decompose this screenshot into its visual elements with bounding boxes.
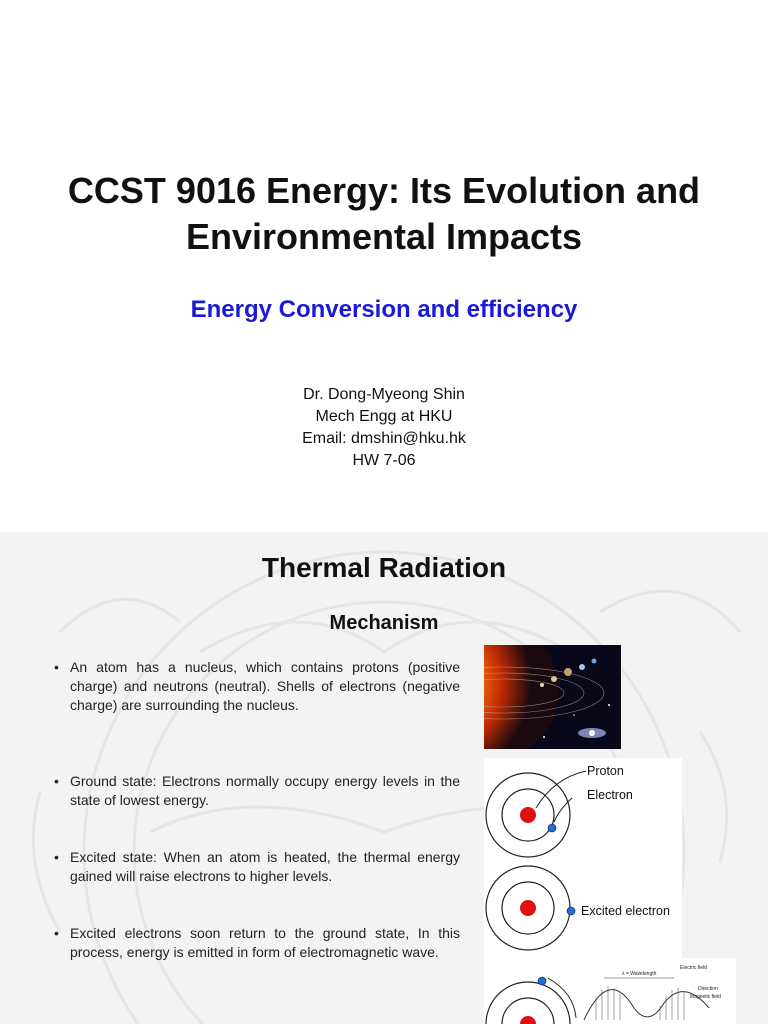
slide-subtitle: Mechanism <box>329 612 439 634</box>
electric-field-label: Electric field <box>680 965 707 971</box>
course-title <box>20 168 748 260</box>
solar-system-image <box>484 645 621 749</box>
bullet-item <box>54 772 460 810</box>
course-title-line2: Environmental Impacts <box>185 216 583 257</box>
author-department: Mech Engg at HKU <box>315 408 453 425</box>
bullet-text: Excited state: When an atom is heated, the thermal energy gained will raise electrons to higher levels. <box>70 849 460 884</box>
bullet-text: Excited electrons soon return to the ground state, In this process, energy is emitted in form of electromagnetic wave. <box>70 925 460 960</box>
atom-diagram <box>484 758 682 960</box>
electron-icon <box>548 824 556 832</box>
bullet-text: An atom has a nucleus, which contains protons (positive charge) and neutrons (neutral). Shells of electrons (negative charge) are surrounding the nucleus. <box>70 659 460 713</box>
author-block <box>0 384 768 472</box>
slide-title: Thermal Radiation <box>261 552 507 583</box>
electron-icon <box>538 977 546 985</box>
bullet-text: Ground state: Electrons normally occupy energy levels in the state of lowest energy. <box>70 773 460 808</box>
bullet-dot: • <box>54 773 59 789</box>
electromagnetic-wave-diagram <box>484 958 736 1024</box>
bullet-item <box>54 658 460 715</box>
author-office: HW 7-06 <box>352 452 416 469</box>
bullet-dot: • <box>54 849 59 865</box>
author-name: Dr. Dong-Myeong Shin <box>303 386 465 403</box>
magnetic-field-label: Magnetic field <box>690 994 721 1000</box>
direction-label: Direction <box>698 986 718 992</box>
author-email: Email: dmshin@hku.hk <box>302 430 466 447</box>
bullet-dot: • <box>54 659 59 675</box>
thermal-radiation-slide <box>0 532 768 1024</box>
wavelength-label: λ = Wavelength <box>622 971 657 977</box>
ground-state-atom <box>486 764 633 857</box>
electron-label: Electron <box>587 788 633 802</box>
bullet-dot: • <box>54 925 59 941</box>
lecture-subtitle: Energy Conversion and efficiency <box>190 296 578 323</box>
course-title-line1: CCST 9016 Energy: Its Evolution and <box>67 170 701 211</box>
proton-label: Proton <box>587 764 624 778</box>
nucleus-icon <box>520 807 536 823</box>
nucleus-icon <box>520 900 536 916</box>
bullet-item <box>54 924 460 962</box>
excited-electron-label: Excited electron <box>581 904 670 918</box>
excited-state-atom <box>486 866 670 950</box>
nucleus-icon <box>520 1016 536 1024</box>
bullet-item <box>54 848 460 886</box>
excited-electron-icon <box>567 907 575 915</box>
